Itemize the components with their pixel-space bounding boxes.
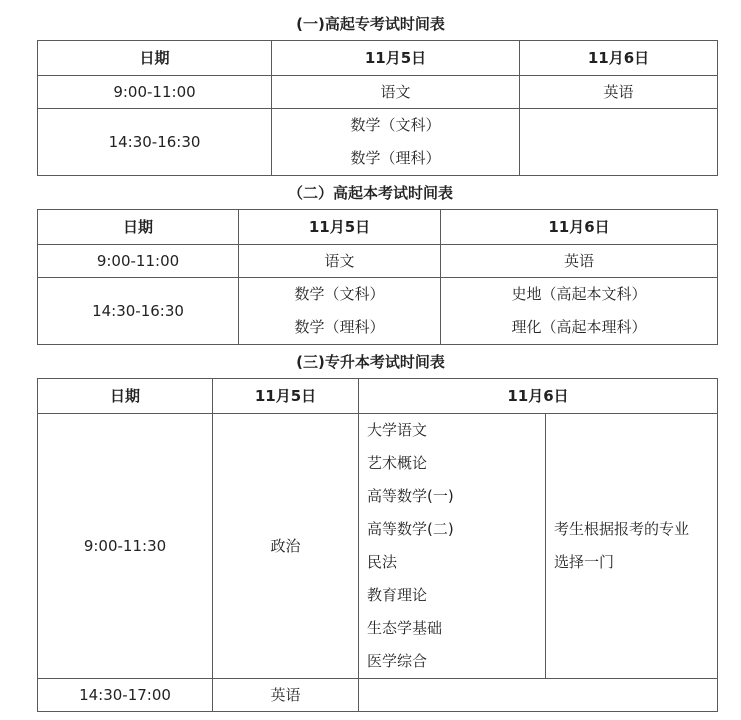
- time-cell: 14:30-16:30: [38, 109, 272, 176]
- subject-item: 史地（高起本文科）: [511, 285, 647, 303]
- section-2-title: （二）高起本考试时间表: [287, 184, 453, 202]
- section-3-title: (三)专升本考试时间表: [296, 353, 445, 371]
- note-line: 考生根据报考的专业: [554, 520, 690, 538]
- subject-item: 理化（高起本理科）: [511, 318, 647, 336]
- header-day5: 11月5日: [239, 210, 441, 245]
- subject-item: 高等数学(二): [367, 520, 454, 538]
- empty-cell: [359, 679, 718, 712]
- header-date: 日期: [38, 41, 272, 76]
- subject-item: 数学（理科）: [350, 149, 441, 167]
- header-day6: 11月6日: [520, 41, 718, 76]
- time-cell: 14:30-16:30: [38, 278, 239, 345]
- header-day5: 11月5日: [272, 41, 520, 76]
- subject-item: 教育理论: [367, 586, 428, 604]
- subject-cell: [272, 109, 520, 176]
- header-date: 日期: [38, 379, 213, 414]
- subject-cell: 政治: [213, 414, 359, 679]
- elective-note-cell: [546, 414, 718, 679]
- subject-item: 大学语文: [367, 421, 428, 439]
- empty-cell: [520, 109, 718, 176]
- header-day6: 11月6日: [359, 379, 718, 414]
- schedule-table-3: [37, 378, 718, 712]
- header-date: 日期: [38, 210, 239, 245]
- time-cell: 9:00-11:00: [38, 76, 272, 109]
- subject-item: 生态学基础: [367, 619, 443, 637]
- subject-cell: 英语: [213, 679, 359, 712]
- header-day6: 11月6日: [441, 210, 718, 245]
- subject-item: 数学（文科）: [294, 285, 385, 303]
- subject-item: 高等数学(一): [367, 487, 454, 505]
- time-cell: 9:00-11:00: [38, 245, 239, 278]
- subject-item: 民法: [367, 553, 398, 571]
- schedule-table-2: [37, 209, 718, 345]
- subject-item: 数学（理科）: [294, 318, 385, 336]
- subject-item: 数学（文科）: [350, 116, 441, 134]
- subject-cell: [239, 278, 441, 345]
- header-day5: 11月5日: [213, 379, 359, 414]
- subject-cell: 语文: [239, 245, 441, 278]
- subject-cell: 语文: [272, 76, 520, 109]
- subject-cell: 英语: [441, 245, 718, 278]
- subject-item: 艺术概论: [367, 454, 428, 472]
- subject-item: 医学综合: [367, 652, 428, 670]
- subject-cell: [441, 278, 718, 345]
- time-cell: 9:00-11:30: [38, 414, 213, 679]
- section-1-title: (一)高起专考试时间表: [296, 15, 445, 33]
- note-line: 选择一门: [554, 553, 615, 571]
- time-cell: 14:30-17:00: [38, 679, 213, 712]
- schedule-table-1: [37, 40, 718, 176]
- elective-subjects-cell: [359, 414, 546, 679]
- subject-cell: 英语: [520, 76, 718, 109]
